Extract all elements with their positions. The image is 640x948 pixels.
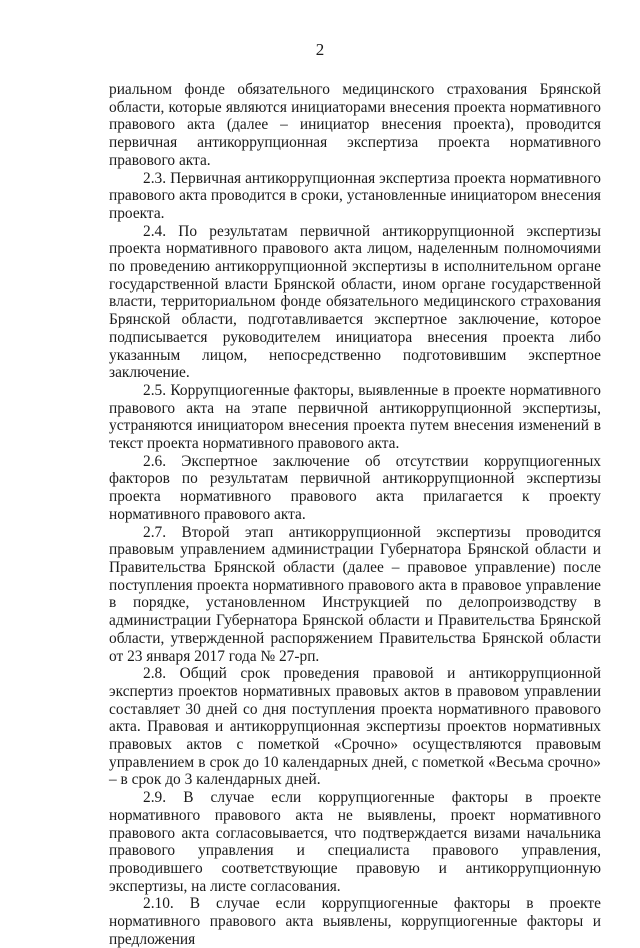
paragraph-2-6: 2.6. Экспертное заключение об отсутствии коррупциогенных факторов по результатам первичной антикоррупционной экспертизы проекта нормативного правового акта прилагается к проекту нормативного правового акта. [109,452,601,523]
paragraph-2-5: 2.5. Коррупциогенные факторы, выявленные в проекте нормативного правового акта на этапе первичной антикоррупционной экспертизы, устраняются инициатором внесения проекта путем внесения изменений в текст проекта нормативного правового акта. [109,381,601,453]
paragraph-continuation: риальном фонде обязательного медицинского страхования Брянской области, которые являются инициаторами внесения проекта нормативного правового акта (далее – инициатор внесения проекта), проводится первичная антикоррупционная экспертиза проекта нормативного правового акта. [109,81,601,169]
paragraph-2-3: 2.3. Первичная антикоррупционная экспертиза проекта нормативного правового акта проводится в сроки, установленные инициатором внесения проекта. [109,169,601,222]
paragraph-2-8: 2.8. Общий срок проведения правовой и антикоррупционной экспертиз проектов нормативных правовых актов в правовом управлении составляет 30 дней со дня поступления проекта нормативного правового акта. Правовая и антикоррупционная экспертизы проектов нормативных правовых актов с пометкой «Срочно» осуществляются правовым управлением в срок до 10 календарных дней, с пометкой «Весьма срочно» – в срок до 3 календарных дней. [109,665,601,789]
paragraph-2-7: 2.7. Второй этап антикоррупционной экспертизы проводится правовым управлением администрации Губернатора Брянской области и Правительства Брянской области (далее – правовое управление) после поступления проекта нормативного правового акта в правовое управление в порядке, установленном Инструкцией по делопроизводству в администрации Губернатора Брянской области и Правительства Брянской области, утвержденной распоряжением Правительства Брянской области от 23 января 2017 года № 27-рп. [109,523,601,665]
paragraph-2-10: 2.10. В случае если коррупциогенные факторы в проекте нормативного правового акта выявлены, коррупциогенные факторы и предложения [109,895,601,948]
document-body [109,81,601,948]
paragraph-2-9: 2.9. В случае если коррупциогенные факторы в проекте нормативного правового акта не выявлены, проект нормативного правового акта согласовывается, что подтверждается визами начальника правового управления и специалиста правового управления, проводившего соответствующие правовую и антикоррупционную экспертизы, на листе согласования. [109,789,601,895]
page-number: 2 [315,40,325,59]
paragraph-2-4: 2.4. По результатам первичной антикоррупционной экспертизы проекта нормативного правового акта лицом, наделенным полномочиями по проведению антикоррупционной экспертизы в исполнительном органе государственной власти Брянской области, ином органе государственной власти, территориальном фонде обязательного медицинского страхования Брянской области, подготавливается экспертное заключение, которое подписывается руководителем инициатора внесения проекта либо указанным лицом, непосредственно подготовившим экспертное заключение. [109,222,601,382]
